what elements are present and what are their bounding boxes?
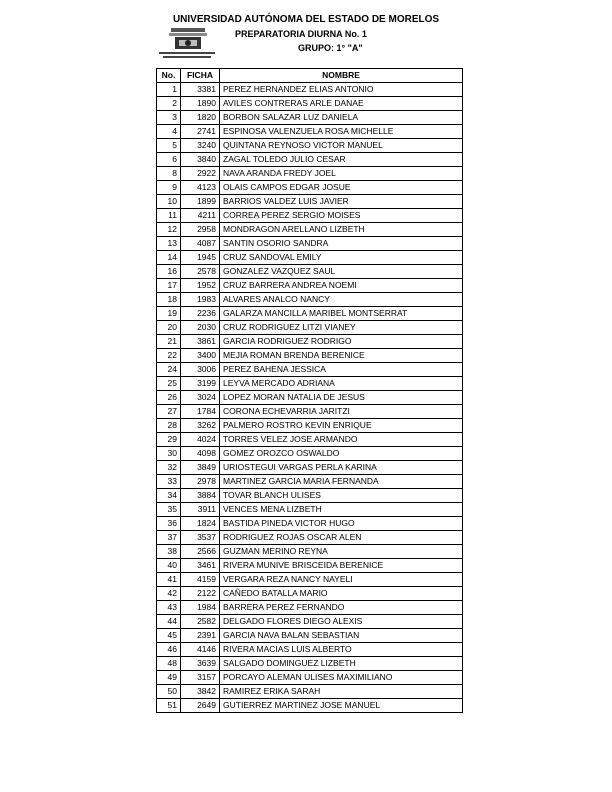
- row-number: 1: [157, 83, 181, 97]
- row-number: 48: [157, 657, 181, 671]
- table-row: [157, 307, 463, 321]
- table-row: [157, 503, 463, 517]
- table-row: [157, 545, 463, 559]
- table-row: [157, 363, 463, 377]
- table-row: [157, 629, 463, 643]
- table-row: [157, 321, 463, 335]
- table-row: [157, 223, 463, 237]
- table-row: [157, 181, 463, 195]
- row-ficha: 4123: [181, 181, 220, 195]
- row-ficha: 1899: [181, 195, 220, 209]
- row-number: 50: [157, 685, 181, 699]
- row-number: 26: [157, 391, 181, 405]
- row-nombre: CORONA ECHEVARRIA JARITZI: [220, 405, 463, 419]
- row-nombre: GUZMAN MERINO REYNA: [220, 545, 463, 559]
- row-number: 30: [157, 447, 181, 461]
- row-nombre: PEREZ HERNANDEZ ELIAS ANTONIO: [220, 83, 463, 97]
- row-ficha: 2582: [181, 615, 220, 629]
- row-ficha: 2958: [181, 223, 220, 237]
- table-row: [157, 447, 463, 461]
- row-nombre: QUINTANA REYNOSO VICTOR MANUEL: [220, 139, 463, 153]
- row-nombre: GARCIA RODRIGUEZ RODRIGO: [220, 335, 463, 349]
- row-nombre: GALARZA MANCILLA MARIBEL MONTSERRAT: [220, 307, 463, 321]
- row-nombre: VENCES MENA LIZBETH: [220, 503, 463, 517]
- row-ficha: 1820: [181, 111, 220, 125]
- row-nombre: TORRES VELEZ JOSE ARMANDO: [220, 433, 463, 447]
- table-row: [157, 391, 463, 405]
- row-number: 20: [157, 321, 181, 335]
- row-number: 6: [157, 153, 181, 167]
- row-nombre: BORBON SALAZAR LUZ DANIELA: [220, 111, 463, 125]
- table-row: [157, 167, 463, 181]
- row-ficha: 1945: [181, 251, 220, 265]
- row-ficha: 3861: [181, 335, 220, 349]
- row-ficha: 4159: [181, 573, 220, 587]
- table-row: [157, 83, 463, 97]
- row-nombre: OLAIS CAMPOS EDGAR JOSUE: [220, 181, 463, 195]
- row-number: 34: [157, 489, 181, 503]
- table-row: [157, 475, 463, 489]
- row-number: 19: [157, 307, 181, 321]
- row-ficha: 3006: [181, 363, 220, 377]
- row-nombre: ZAGAL TOLEDO JULIO CESAR: [220, 153, 463, 167]
- table-row: [157, 153, 463, 167]
- row-nombre: CRUZ RODRIGUEZ LITZI VIANEY: [220, 321, 463, 335]
- row-nombre: CORREA PEREZ SERGIO MOISES: [220, 209, 463, 223]
- row-nombre: SALGADO DOMINGUEZ LIZBETH: [220, 657, 463, 671]
- row-ficha: 3024: [181, 391, 220, 405]
- row-number: 36: [157, 517, 181, 531]
- row-ficha: 3840: [181, 153, 220, 167]
- row-ficha: 2649: [181, 699, 220, 713]
- university-logo: [157, 24, 217, 62]
- row-nombre: RODRIGUEZ ROJAS OSCAR ALEN: [220, 531, 463, 545]
- row-nombre: GUTIERREZ MARTINEZ JOSE MANUEL: [220, 699, 463, 713]
- row-ficha: 3199: [181, 377, 220, 391]
- row-nombre: RAMIREZ ERIKA SARAH: [220, 685, 463, 699]
- row-number: 17: [157, 279, 181, 293]
- row-nombre: MARTINEZ GARCIA MARIA FERNANDA: [220, 475, 463, 489]
- row-number: 40: [157, 559, 181, 573]
- table-row: [157, 531, 463, 545]
- table-row: [157, 587, 463, 601]
- row-ficha: 3911: [181, 503, 220, 517]
- table-row: [157, 265, 463, 279]
- row-ficha: 3537: [181, 531, 220, 545]
- row-nombre: BASTIDA PINEDA VICTOR HUGO: [220, 517, 463, 531]
- row-number: 43: [157, 601, 181, 615]
- table-row: [157, 559, 463, 573]
- row-number: 32: [157, 461, 181, 475]
- row-nombre: URIOSTEGUI VARGAS PERLA KARINA: [220, 461, 463, 475]
- table-header-row: [157, 69, 463, 83]
- row-number: 8: [157, 167, 181, 181]
- document-subtitle: PREPARATORIA DIURNA No. 1: [235, 29, 367, 39]
- row-number: 11: [157, 209, 181, 223]
- row-nombre: BARRERA PEREZ FERNANDO: [220, 601, 463, 615]
- row-ficha: 2978: [181, 475, 220, 489]
- row-number: 9: [157, 181, 181, 195]
- row-number: 3: [157, 111, 181, 125]
- row-ficha: 2030: [181, 321, 220, 335]
- table-row: [157, 461, 463, 475]
- row-ficha: 2741: [181, 125, 220, 139]
- row-ficha: 3400: [181, 349, 220, 363]
- row-ficha: 2578: [181, 265, 220, 279]
- row-number: 27: [157, 405, 181, 419]
- table-row: [157, 573, 463, 587]
- row-nombre: RIVERA MUNIVE BRISCEIDA BERENICE: [220, 559, 463, 573]
- row-number: 35: [157, 503, 181, 517]
- row-number: 22: [157, 349, 181, 363]
- row-number: 5: [157, 139, 181, 153]
- row-nombre: CRUZ SANDOVAL EMILY: [220, 251, 463, 265]
- row-nombre: PALMERO ROSTRO KEVIN ENRIQUE: [220, 419, 463, 433]
- table-row: [157, 293, 463, 307]
- row-number: 51: [157, 699, 181, 713]
- row-number: 33: [157, 475, 181, 489]
- table-row: [157, 139, 463, 153]
- row-ficha: 2236: [181, 307, 220, 321]
- table-row: [157, 419, 463, 433]
- row-ficha: 1890: [181, 97, 220, 111]
- table-row: [157, 699, 463, 713]
- row-nombre: GOMEZ OROZCO OSWALDO: [220, 447, 463, 461]
- column-header-nombre: NOMBRE: [220, 69, 463, 83]
- row-number: 4: [157, 125, 181, 139]
- row-number: 13: [157, 237, 181, 251]
- row-nombre: LOPEZ MORAN NATALIA DE JESUS: [220, 391, 463, 405]
- row-ficha: 4211: [181, 209, 220, 223]
- row-nombre: GARCIA NAVA BALAN SEBASTIAN: [220, 629, 463, 643]
- table-row: [157, 615, 463, 629]
- group-label: GRUPO: 1° "A": [298, 43, 363, 53]
- row-nombre: ALVARES ANALCO NANCY: [220, 293, 463, 307]
- row-ficha: 2122: [181, 587, 220, 601]
- row-number: 28: [157, 419, 181, 433]
- row-ficha: 1984: [181, 601, 220, 615]
- row-number: 45: [157, 629, 181, 643]
- row-number: 37: [157, 531, 181, 545]
- table-row: [157, 195, 463, 209]
- row-number: 16: [157, 265, 181, 279]
- table-row: [157, 489, 463, 503]
- row-ficha: 3461: [181, 559, 220, 573]
- row-ficha: 4024: [181, 433, 220, 447]
- row-number: 24: [157, 363, 181, 377]
- document-title: UNIVERSIDAD AUTÓNOMA DEL ESTADO DE MORELOS: [172, 14, 440, 25]
- row-nombre: RIVERA MACIAS LUIS ALBERTO: [220, 643, 463, 657]
- row-nombre: MONDRAGON ARELLANO LIZBETH: [220, 223, 463, 237]
- row-nombre: GONZALEZ VAZQUEZ SAUL: [220, 265, 463, 279]
- row-ficha: 3849: [181, 461, 220, 475]
- table-row: [157, 111, 463, 125]
- row-ficha: 4098: [181, 447, 220, 461]
- row-nombre: VERGARA REZA NANCY NAYELI: [220, 573, 463, 587]
- table-row: [157, 601, 463, 615]
- row-nombre: CAÑEDO BATALLA MARIO: [220, 587, 463, 601]
- row-ficha: 1952: [181, 279, 220, 293]
- row-ficha: 3157: [181, 671, 220, 685]
- row-nombre: SANTIN OSORIO SANDRA: [220, 237, 463, 251]
- row-number: 14: [157, 251, 181, 265]
- row-ficha: 3842: [181, 685, 220, 699]
- row-number: 44: [157, 615, 181, 629]
- row-number: 46: [157, 643, 181, 657]
- row-number: 25: [157, 377, 181, 391]
- row-ficha: 3639: [181, 657, 220, 671]
- table-row: [157, 279, 463, 293]
- row-ficha: 2391: [181, 629, 220, 643]
- row-number: 12: [157, 223, 181, 237]
- table-row: [157, 349, 463, 363]
- row-nombre: PORCAYO ALEMAN ULISES MAXIMILIANO: [220, 671, 463, 685]
- row-number: 38: [157, 545, 181, 559]
- row-ficha: 3240: [181, 139, 220, 153]
- row-number: 49: [157, 671, 181, 685]
- row-number: 21: [157, 335, 181, 349]
- table-row: [157, 685, 463, 699]
- row-nombre: CRUZ BARRERA ANDREA NOEMI: [220, 279, 463, 293]
- table-row: [157, 643, 463, 657]
- table-row: [157, 237, 463, 251]
- row-nombre: BARRIOS VALDEZ LUIS JAVIER: [220, 195, 463, 209]
- row-nombre: AVILES CONTRERAS ARLE DANAE: [220, 97, 463, 111]
- table-row: [157, 657, 463, 671]
- row-nombre: DELGADO FLORES DIEGO ALEXIS: [220, 615, 463, 629]
- row-ficha: 2922: [181, 167, 220, 181]
- row-number: 29: [157, 433, 181, 447]
- table-row: [157, 335, 463, 349]
- row-number: 10: [157, 195, 181, 209]
- row-ficha: 1824: [181, 517, 220, 531]
- row-number: 41: [157, 573, 181, 587]
- column-header-no: No.: [157, 69, 181, 83]
- row-ficha: 3262: [181, 419, 220, 433]
- table-row: [157, 97, 463, 111]
- student-table: [156, 68, 463, 713]
- row-ficha: 4087: [181, 237, 220, 251]
- table-row: [157, 377, 463, 391]
- table-row: [157, 251, 463, 265]
- column-header-ficha: FICHA: [181, 69, 220, 83]
- table-row: [157, 433, 463, 447]
- row-number: 18: [157, 293, 181, 307]
- row-ficha: 3381: [181, 83, 220, 97]
- row-ficha: 1983: [181, 293, 220, 307]
- table-row: [157, 405, 463, 419]
- row-number: 42: [157, 587, 181, 601]
- row-ficha: 3884: [181, 489, 220, 503]
- row-ficha: 4146: [181, 643, 220, 657]
- row-nombre: MEJIA ROMAN BRENDA BERENICE: [220, 349, 463, 363]
- row-nombre: ESPINOSA VALENZUELA ROSA MICHELLE: [220, 125, 463, 139]
- row-ficha: 2566: [181, 545, 220, 559]
- row-nombre: NAVA ARANDA FREDY JOEL: [220, 167, 463, 181]
- table-row: [157, 209, 463, 223]
- row-nombre: LEYVA MERCADO ADRIANA: [220, 377, 463, 391]
- table-row: [157, 671, 463, 685]
- row-ficha: 1784: [181, 405, 220, 419]
- table-row: [157, 125, 463, 139]
- table-row: [157, 517, 463, 531]
- row-nombre: TOVAR BLANCH ULISES: [220, 489, 463, 503]
- row-nombre: PEREZ BAHENA JESSICA: [220, 363, 463, 377]
- row-number: 2: [157, 97, 181, 111]
